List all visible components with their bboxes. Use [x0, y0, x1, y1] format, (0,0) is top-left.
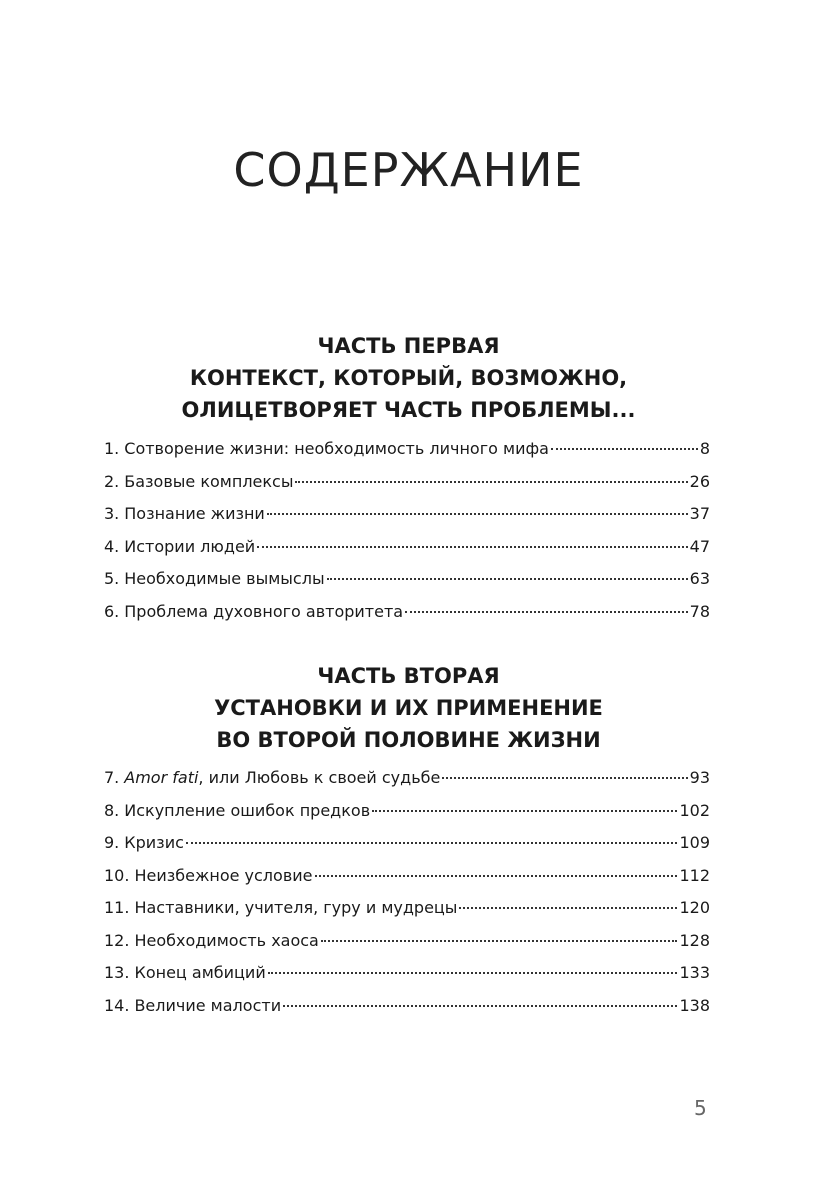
dot-leader	[295, 481, 687, 483]
toc-entry[interactable]	[104, 537, 710, 570]
toc-entry-title: Познание жизни	[124, 504, 265, 523]
dot-leader	[257, 546, 687, 548]
part-one-heading	[0, 330, 817, 426]
toc-entry[interactable]	[104, 439, 710, 472]
toc-entry-page: 112	[679, 865, 710, 885]
toc-entry-number: 11.	[104, 898, 130, 917]
part-two-toc	[104, 768, 710, 1028]
dot-leader	[372, 810, 677, 812]
toc-entry-page: 37	[689, 504, 710, 523]
part-one-title-line-2: ОЛИЦЕТВОРЯЕТ ЧАСТЬ ПРОБЛЕМЫ...	[181, 398, 636, 422]
toc-entry-page: 128	[679, 930, 710, 950]
toc-entry-page: 133	[679, 963, 710, 982]
dot-leader	[321, 940, 678, 942]
toc-entry-page: 26	[689, 471, 710, 491]
dot-leader	[315, 875, 678, 877]
part-two-heading	[0, 660, 817, 756]
toc-entry-title: Сотворение жизни: необходимость личного мифа	[124, 439, 549, 458]
part-two-label: ЧАСТЬ ВТОРАЯ	[317, 664, 500, 688]
part-one-toc	[104, 439, 710, 634]
page-title: СОДЕРЖАНИЕ	[233, 143, 584, 197]
part-two-title-line-1: УСТАНОВКИ И ИХ ПРИМЕНЕНИЕ	[214, 696, 603, 720]
toc-entry[interactable]	[104, 768, 710, 801]
toc-entry-title: Базовые комплексы	[124, 471, 294, 491]
dot-leader	[186, 842, 678, 844]
toc-entry-title: Необходимость хаоса	[134, 930, 319, 950]
toc-entry-number: 6.	[104, 601, 120, 621]
toc-entry-page: 78	[689, 601, 710, 621]
toc-entry-title: Величие малости	[134, 995, 282, 1015]
toc-entry-number: 10.	[104, 865, 130, 885]
toc-entry-number: 5.	[104, 569, 120, 588]
part-one-label: ЧАСТЬ ПЕРВАЯ	[317, 334, 500, 358]
toc-entry-page: 8	[699, 439, 710, 458]
toc-entry-page: 138	[679, 995, 710, 1015]
dot-leader	[405, 611, 688, 613]
dot-leader	[327, 578, 688, 580]
dot-leader	[267, 513, 688, 515]
toc-entry-page: 102	[679, 800, 710, 820]
dot-leader	[551, 448, 698, 450]
toc-entry-title: Истории людей	[124, 536, 256, 556]
toc-entry[interactable]	[104, 898, 710, 931]
toc-entry-number: 7.	[104, 768, 120, 787]
dot-leader	[268, 972, 678, 974]
toc-entry[interactable]	[104, 963, 710, 996]
toc-entry-page: 120	[679, 898, 710, 917]
dot-leader	[283, 1005, 677, 1007]
toc-entry[interactable]	[104, 569, 710, 602]
toc-entry-title: , или Любовь к своей судьбе	[198, 768, 441, 787]
toc-entry-page: 63	[689, 569, 710, 588]
toc-entry-title: Кризис	[124, 833, 184, 852]
dot-leader	[459, 907, 677, 909]
toc-entry[interactable]	[104, 931, 710, 964]
toc-entry-number: 9.	[104, 833, 120, 852]
toc-entry-title: Конец амбиций	[134, 963, 266, 982]
toc-entry[interactable]	[104, 602, 710, 635]
toc-entry-title-italic: Amor fati	[124, 768, 199, 787]
toc-entry-number: 8.	[104, 800, 120, 820]
toc-entry-title: Искупление ошибок предков	[124, 800, 371, 820]
toc-entry[interactable]	[104, 996, 710, 1029]
toc-entry-number: 14.	[104, 995, 130, 1015]
toc-entry[interactable]	[104, 866, 710, 899]
toc-entry-page: 109	[679, 833, 710, 852]
toc-entry-number: 1.	[104, 439, 120, 458]
toc-entry-number: 3.	[104, 504, 120, 523]
toc-entry-title: Неизбежное условие	[134, 865, 313, 885]
toc-entry[interactable]	[104, 472, 710, 505]
toc-entry[interactable]	[104, 801, 710, 834]
toc-entry-number: 2.	[104, 471, 120, 491]
page-number: 5	[694, 1096, 707, 1120]
toc-entry[interactable]	[104, 504, 710, 537]
toc-entry-page: 47	[689, 536, 710, 556]
toc-entry-title: Наставники, учителя, гуру и мудрецы	[134, 898, 458, 917]
toc-entry-number: 13.	[104, 963, 130, 982]
toc-entry-title: Проблема духовного авторитета	[124, 601, 404, 621]
dot-leader	[442, 777, 687, 779]
toc-entry-number: 4.	[104, 536, 120, 556]
part-two-title-line-2: ВО ВТОРОЙ ПОЛОВИНЕ ЖИЗНИ	[216, 728, 601, 752]
toc-entry-title: Необходимые вымыслы	[124, 569, 325, 588]
toc-entry-page: 93	[689, 768, 710, 787]
toc-entry[interactable]	[104, 833, 710, 866]
part-one-title-line-1: КОНТЕКСТ, КОТОРЫЙ, ВОЗМОЖНО,	[189, 366, 628, 390]
toc-entry-number: 12.	[104, 930, 130, 950]
